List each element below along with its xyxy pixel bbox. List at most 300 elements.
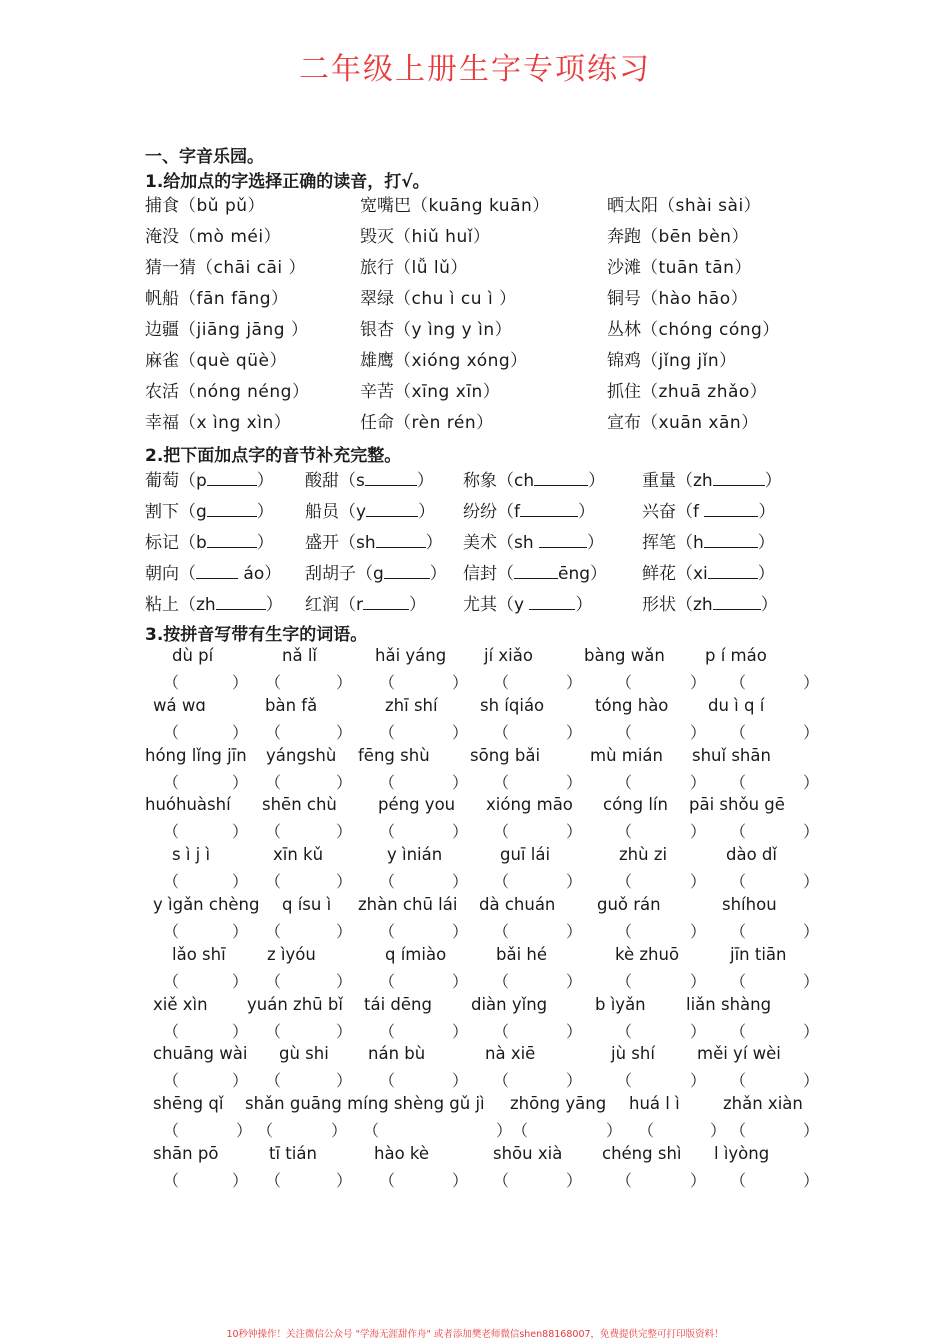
answer-slot[interactable] — [632, 1068, 690, 1086]
q2-answer-blank[interactable] — [704, 500, 758, 517]
q2-item — [305, 528, 443, 553]
q2-prefix: （sh — [497, 533, 540, 553]
answer-paren-open: （ — [512, 1121, 529, 1141]
q1-item — [145, 315, 308, 340]
q1-word: 沙滩 — [607, 258, 641, 278]
q3-pinyin: péng you — [378, 795, 456, 815]
answer-paren-close: ） — [336, 673, 353, 692]
q3-pinyin: q ímiào — [385, 944, 447, 964]
q1-pinyin-options[interactable]: （hiǔ huǐ） — [394, 227, 491, 247]
q3-pinyin: guī lái — [500, 845, 551, 865]
q3-pinyin: bàn fǎ — [265, 695, 318, 715]
answer-paren-close: ） — [690, 872, 707, 892]
answer-paren-open: （ — [257, 1121, 274, 1141]
q2-item — [305, 497, 435, 522]
answer-slot[interactable] — [509, 869, 566, 887]
answer-slot[interactable] — [179, 869, 232, 887]
q1-item — [360, 191, 550, 216]
q1-pinyin-options[interactable]: （rèn rén） — [394, 413, 494, 433]
answer-slot[interactable] — [179, 1118, 236, 1136]
answer-slot[interactable] — [746, 869, 803, 887]
answer-paren-close: ） — [690, 1021, 707, 1041]
answer-slot[interactable] — [281, 1068, 336, 1086]
q3-heading: 3.按拼音写带有生字的词语。 — [145, 625, 368, 645]
q2-suffix: ） — [578, 502, 595, 522]
answer-paren-open: （ — [265, 1021, 282, 1041]
answer-paren-open: （ — [379, 872, 396, 892]
q2-answer-blank[interactable] — [529, 593, 575, 610]
q1-word: 雄鹰 — [360, 351, 394, 371]
answer-paren-close: ） — [232, 722, 249, 742]
q2-answer-blank[interactable] — [713, 593, 761, 610]
q2-answer-blank[interactable] — [363, 593, 409, 610]
answer-slot[interactable] — [395, 720, 452, 738]
q3-pinyin: y ìnián — [387, 845, 443, 865]
answer-paren-open: （ — [379, 772, 396, 792]
answer-paren-close: ） — [566, 772, 583, 792]
answer-slot[interactable] — [632, 670, 690, 688]
q1-pinyin-options[interactable]: （zhuā zhǎo） — [641, 382, 768, 402]
answer-slot[interactable] — [509, 770, 566, 788]
q2-word: 朝向 — [145, 564, 179, 584]
q3-pinyin: hóng lǐng jīn — [145, 745, 247, 765]
answer-slot[interactable] — [746, 969, 803, 987]
answer-paren-open: （ — [493, 971, 510, 991]
answer-paren-open: （ — [616, 772, 633, 792]
answer-paren-open: （ — [638, 1121, 655, 1141]
q2-item — [145, 497, 274, 522]
q3-pinyin: yángshù — [266, 745, 337, 765]
q2-suffix: ） — [256, 471, 274, 491]
q3-pinyin: zhù zi — [619, 845, 668, 865]
answer-slot[interactable] — [632, 969, 690, 987]
q2-suffix: ） — [757, 564, 775, 584]
q2-answer-blank[interactable] — [534, 469, 588, 486]
answer-paren-close: ） — [566, 822, 583, 842]
answer-slot[interactable] — [395, 770, 452, 788]
answer-paren-open: （ — [265, 971, 282, 991]
answer-paren-close: ） — [710, 1121, 727, 1141]
q3-pinyin: nà xiē — [485, 1044, 536, 1064]
answer-slot[interactable] — [509, 819, 566, 837]
q1-item — [607, 346, 737, 371]
answer-slot[interactable] — [509, 1019, 566, 1037]
answer-paren-close: ） — [566, 1071, 583, 1091]
answer-paren-close: ） — [690, 1071, 707, 1091]
answer-slot[interactable] — [509, 919, 566, 937]
answer-paren-close: ） — [566, 971, 583, 991]
q2-word: 信封 — [463, 564, 497, 584]
q1-pinyin-options[interactable]: （nóng néng） — [179, 382, 310, 402]
answer-slot[interactable] — [179, 919, 232, 937]
answer-slot[interactable] — [281, 869, 336, 887]
answer-paren-close: ） — [232, 1071, 249, 1091]
answer-paren-close: ） — [803, 1071, 820, 1091]
q2-word: 美术 — [463, 533, 497, 553]
q2-item — [463, 497, 595, 522]
answer-paren-close: ） — [452, 822, 469, 842]
answer-slot[interactable] — [395, 819, 452, 837]
q2-answer-blank[interactable] — [216, 593, 266, 610]
answer-slot[interactable] — [281, 969, 336, 987]
q1-word: 边疆 — [145, 320, 179, 340]
q3-pinyin: shǎn guāng míng shèng gǔ jì — [245, 1094, 485, 1114]
q1-item — [607, 222, 749, 247]
answer-slot[interactable] — [281, 1168, 336, 1186]
answer-paren-close: ） — [803, 822, 820, 842]
q1-word: 宽嘴巴 — [360, 196, 411, 216]
q1-word: 锦鸡 — [607, 351, 641, 371]
answer-slot[interactable] — [528, 1118, 606, 1136]
q2-answer-blank[interactable] — [520, 500, 578, 517]
answer-slot[interactable] — [509, 1168, 566, 1186]
answer-paren-open: （ — [493, 822, 510, 842]
q3-pinyin: shēng qǐ — [153, 1094, 224, 1114]
q1-item — [145, 346, 287, 371]
q3-pinyin: tī tián — [269, 1144, 317, 1163]
answer-paren-open: （ — [379, 673, 396, 692]
section-1-heading: 一、字音乐园。 — [145, 147, 264, 167]
q1-item — [360, 253, 468, 278]
answer-slot[interactable] — [746, 1168, 803, 1186]
answer-slot[interactable] — [281, 670, 336, 688]
answer-slot[interactable] — [746, 819, 803, 837]
q2-word: 红润 — [305, 595, 339, 615]
q1-pinyin-options[interactable]: （chu ì cu ì ） — [394, 289, 517, 309]
answer-slot[interactable] — [179, 1019, 232, 1037]
answer-slot[interactable] — [379, 1118, 496, 1136]
answer-paren-open: （ — [730, 822, 747, 842]
answer-slot[interactable] — [395, 1068, 452, 1086]
q3-pinyin: chuāng wài — [153, 1044, 248, 1064]
q3-pinyin: jù shí — [611, 1044, 655, 1064]
q1-pinyin-options[interactable]: （lǚ lǔ） — [394, 258, 468, 278]
answer-paren-open: （ — [163, 1021, 180, 1041]
q2-word: 割下 — [145, 502, 179, 522]
answer-slot[interactable] — [281, 720, 336, 738]
answer-paren-open: （ — [379, 1021, 396, 1041]
q2-prefix: （ — [497, 564, 514, 584]
q1-pinyin-options[interactable]: （shài sài） — [658, 196, 762, 216]
q3-pinyin: lǎo shī — [172, 944, 226, 964]
answer-paren-close: ） — [566, 722, 583, 742]
answer-paren-open: （ — [493, 673, 510, 692]
q2-suffix: ） — [409, 595, 426, 615]
q2-prefix: （zh — [676, 471, 713, 491]
answer-paren-open: （ — [379, 1171, 396, 1190]
answer-slot[interactable] — [179, 969, 232, 987]
answer-paren-open: （ — [265, 1071, 282, 1091]
q2-item — [145, 528, 274, 553]
answer-slot[interactable] — [746, 1068, 803, 1086]
q2-answer-blank[interactable] — [376, 531, 426, 548]
answer-paren-close: ） — [232, 872, 249, 892]
q3-pinyin: sōng bǎi — [470, 745, 541, 765]
answer-paren-close: ） — [452, 971, 469, 991]
q2-suffix: ） — [587, 533, 605, 553]
answer-paren-open: （ — [265, 772, 282, 792]
q1-word: 翠绿 — [360, 289, 394, 309]
answer-slot[interactable] — [632, 1168, 690, 1186]
answer-paren-close: ） — [690, 822, 707, 842]
answer-slot[interactable] — [632, 720, 690, 738]
q2-answer-blank[interactable] — [207, 500, 257, 517]
page-title: 二年级上册生字专项练习 — [299, 52, 651, 87]
q1-pinyin-options[interactable]: （jǐng jǐn） — [641, 351, 737, 371]
q1-pinyin-options[interactable]: （jiāng jāng ） — [179, 320, 309, 340]
q3-pinyin: guǒ rán — [597, 895, 661, 914]
answer-paren-open: （ — [379, 822, 396, 842]
q2-suffix: ） — [425, 533, 443, 553]
answer-slot[interactable] — [395, 919, 452, 937]
answer-slot[interactable] — [746, 1118, 803, 1136]
answer-paren-open: （ — [379, 1071, 396, 1091]
answer-slot[interactable] — [281, 1019, 336, 1037]
answer-slot[interactable] — [281, 770, 336, 788]
answer-slot[interactable] — [395, 670, 452, 688]
answer-paren-close: ） — [690, 971, 707, 991]
answer-slot[interactable] — [395, 869, 452, 887]
q1-item — [145, 222, 281, 247]
q2-prefix: （r — [339, 595, 363, 615]
q3-pinyin: tái dēng — [364, 994, 432, 1014]
answer-slot[interactable] — [281, 819, 336, 837]
answer-slot[interactable] — [632, 1019, 690, 1037]
q1-word: 任命 — [360, 413, 394, 433]
answer-paren-close: ） — [452, 1021, 469, 1041]
q2-word: 盛开 — [305, 533, 339, 553]
q1-pinyin-options[interactable]: （kuāng kuān） — [411, 196, 550, 216]
answer-slot[interactable] — [746, 1019, 803, 1037]
answer-slot[interactable] — [179, 770, 232, 788]
answer-paren-open: （ — [163, 1121, 180, 1141]
q3-pinyin: y ìgǎn chèng — [153, 895, 260, 914]
q1-word: 捕食 — [145, 196, 179, 216]
q1-pinyin-options[interactable]: （xióng xóng） — [394, 351, 528, 371]
answer-paren-close: ） — [336, 822, 353, 842]
q3-pinyin: bǎi hé — [496, 944, 548, 964]
q1-item — [360, 346, 528, 371]
q2-answer-blank[interactable] — [384, 562, 430, 579]
answer-slot[interactable] — [746, 770, 803, 788]
q3-pinyin: zhàn chū lái — [358, 895, 458, 914]
q3-pinyin: xīn kǔ — [273, 845, 324, 865]
answer-paren-open: （ — [493, 772, 510, 792]
answer-paren-close: ） — [452, 922, 469, 941]
q2-prefix: （b — [179, 533, 207, 553]
answer-paren-close: ） — [232, 673, 249, 692]
q1-word: 猜一猜 — [145, 258, 196, 278]
q2-word: 葡萄 — [145, 471, 179, 491]
q2-item — [145, 559, 281, 584]
q1-pinyin-options[interactable]: （y ìng y ìn） — [394, 320, 513, 340]
answer-paren-open: （ — [730, 872, 747, 892]
q3-pinyin: l ìyòng — [714, 1144, 770, 1163]
q2-item — [305, 590, 426, 615]
answer-paren-close: ） — [336, 922, 353, 941]
answer-paren-open: （ — [616, 1071, 633, 1091]
q2-prefix: （y — [339, 502, 367, 522]
answer-paren-close: ） — [336, 1071, 353, 1091]
q2-prefix: （ch — [497, 471, 535, 491]
q2-suffix: ） — [588, 471, 606, 491]
q3-pinyin: zhǎn xiàn — [723, 1094, 803, 1114]
q2-prefix: （f — [676, 502, 705, 522]
q3-pinyin: q ísu ì — [282, 895, 332, 914]
answer-slot[interactable] — [632, 869, 690, 887]
answer-paren-close: ） — [803, 772, 820, 792]
answer-paren-open: （ — [616, 673, 633, 692]
q1-word: 晒太阳 — [607, 196, 658, 216]
q1-pinyin-options[interactable]: （chāi cāi ） — [196, 258, 307, 278]
answer-paren-close: ） — [566, 1171, 583, 1190]
q1-item — [145, 284, 289, 309]
answer-paren-close: ） — [566, 872, 583, 892]
answer-paren-open: （ — [493, 1021, 510, 1041]
answer-paren-open: （ — [163, 722, 180, 742]
q1-pinyin-options[interactable]: （x ìng xìn） — [179, 413, 292, 433]
answer-paren-close: ） — [452, 1171, 469, 1190]
q2-answer-blank[interactable] — [365, 469, 417, 486]
answer-slot[interactable] — [395, 969, 452, 987]
q1-item — [360, 315, 512, 340]
q2-item — [145, 590, 283, 615]
q1-item — [607, 377, 767, 402]
q1-word: 毁灭 — [360, 227, 394, 247]
q2-item — [642, 466, 782, 491]
q1-pinyin-options[interactable]: （chóng cóng） — [641, 320, 780, 340]
q2-answer-blank[interactable] — [207, 469, 257, 486]
answer-paren-open: （ — [265, 822, 282, 842]
answer-slot[interactable] — [179, 670, 232, 688]
answer-paren-close: ） — [452, 673, 469, 692]
q2-answer-blank[interactable] — [708, 562, 758, 579]
q1-item — [360, 377, 500, 402]
q2-suffix: ēng） — [558, 564, 608, 584]
q3-pinyin: cóng lín — [603, 795, 668, 815]
q2-suffix: áo） — [238, 564, 282, 584]
q2-item — [463, 559, 607, 584]
answer-slot[interactable] — [179, 1068, 232, 1086]
q1-pinyin-options[interactable]: （tuān tān） — [641, 258, 752, 278]
answer-paren-open: （ — [265, 722, 282, 742]
q3-pinyin: z ìyóu — [267, 944, 316, 964]
q1-word: 宣布 — [607, 413, 641, 433]
q3-pinyin: wá wɑ — [153, 695, 206, 715]
q2-word: 形状 — [642, 595, 676, 615]
answer-slot[interactable] — [632, 770, 690, 788]
answer-slot[interactable] — [281, 919, 336, 937]
answer-slot[interactable] — [632, 919, 690, 937]
answer-slot[interactable] — [179, 819, 232, 837]
q1-item — [607, 408, 759, 433]
answer-paren-open: （ — [730, 971, 747, 991]
answer-paren-open: （ — [163, 673, 180, 692]
footer-note: 10秒钟操作！关注微信公众号 "学海无涯甜作舟" 或者添加樊老师微信shen88168007，免费提供完整可打印版资料！ — [226, 1329, 724, 1340]
q1-pinyin-options[interactable]: （bǔ pǔ） — [179, 196, 266, 216]
q2-word: 重量 — [642, 471, 676, 491]
answer-slot[interactable] — [273, 1118, 331, 1136]
answer-slot[interactable] — [746, 670, 803, 688]
q1-pinyin-options[interactable]: （xuān xān） — [641, 413, 759, 433]
q1-pinyin-options[interactable]: （xīng xīn） — [394, 382, 501, 402]
q2-prefix: （g — [356, 564, 384, 584]
answer-slot[interactable] — [654, 1118, 710, 1136]
answer-paren-close: ） — [232, 971, 249, 991]
answer-slot[interactable] — [395, 1168, 452, 1186]
q3-pinyin: gù shi — [279, 1044, 329, 1064]
answer-paren-open: （ — [730, 1171, 747, 1190]
q2-answer-blank[interactable] — [207, 531, 257, 548]
answer-paren-close: ） — [496, 1121, 513, 1141]
answer-paren-open: （ — [163, 971, 180, 991]
answer-paren-open: （ — [493, 922, 510, 941]
answer-slot[interactable] — [179, 720, 232, 738]
q1-pinyin-options[interactable]: （què qüè） — [179, 351, 287, 371]
answer-paren-close: ） — [690, 772, 707, 792]
q2-answer-blank[interactable] — [366, 500, 418, 517]
answer-paren-open: （ — [163, 822, 180, 842]
q2-prefix: （xi — [676, 564, 708, 584]
answer-paren-close: ） — [566, 673, 583, 692]
answer-slot[interactable] — [395, 1019, 452, 1037]
answer-paren-close: ） — [803, 922, 820, 941]
q1-pinyin-options[interactable]: （hào hāo） — [641, 289, 749, 309]
answer-slot[interactable] — [746, 720, 803, 738]
answer-slot[interactable] — [509, 670, 566, 688]
answer-slot[interactable] — [179, 1168, 232, 1186]
q2-item — [145, 466, 274, 491]
q1-pinyin-options[interactable]: （fān fāng） — [179, 289, 289, 309]
answer-slot[interactable] — [632, 819, 690, 837]
q2-suffix: ） — [265, 595, 283, 615]
answer-slot[interactable] — [509, 969, 566, 987]
answer-slot[interactable] — [509, 720, 566, 738]
q1-pinyin-options[interactable]: （bēn bèn） — [641, 227, 749, 247]
q1-pinyin-options[interactable]: （mò méi） — [179, 227, 282, 247]
q3-pinyin: du ì q í — [708, 695, 765, 715]
answer-paren-close: ） — [690, 1171, 707, 1190]
q2-answer-blank[interactable] — [704, 531, 758, 548]
answer-paren-close: ） — [336, 1021, 353, 1041]
answer-slot[interactable] — [509, 1068, 566, 1086]
answer-paren-open: （ — [163, 1071, 180, 1091]
q2-answer-blank[interactable] — [514, 562, 558, 579]
answer-paren-open: （ — [163, 1171, 180, 1190]
answer-paren-open: （ — [379, 971, 396, 991]
answer-paren-close: ） — [336, 722, 353, 742]
q1-word: 幸福 — [145, 413, 179, 433]
q2-answer-blank[interactable] — [539, 531, 587, 548]
answer-paren-close: ） — [803, 872, 820, 892]
answer-slot[interactable] — [746, 919, 803, 937]
q2-answer-blank[interactable] — [713, 469, 765, 486]
q2-suffix: ） — [256, 502, 274, 522]
answer-paren-open: （ — [730, 722, 747, 742]
answer-paren-open: （ — [616, 822, 633, 842]
answer-paren-close: ） — [566, 922, 583, 941]
q2-answer-blank[interactable] — [196, 562, 238, 579]
q3-pinyin: huá l ì — [629, 1094, 680, 1114]
answer-paren-open: （ — [493, 1171, 510, 1190]
q1-word: 麻雀 — [145, 351, 179, 371]
q3-pinyin: pāi shǒu gē — [689, 795, 785, 815]
q1-word: 银杏 — [360, 320, 394, 340]
answer-paren-close: ） — [232, 772, 249, 792]
q1-item — [145, 377, 309, 402]
q2-word: 尤其 — [463, 595, 497, 615]
q2-prefix: （f — [497, 502, 520, 522]
